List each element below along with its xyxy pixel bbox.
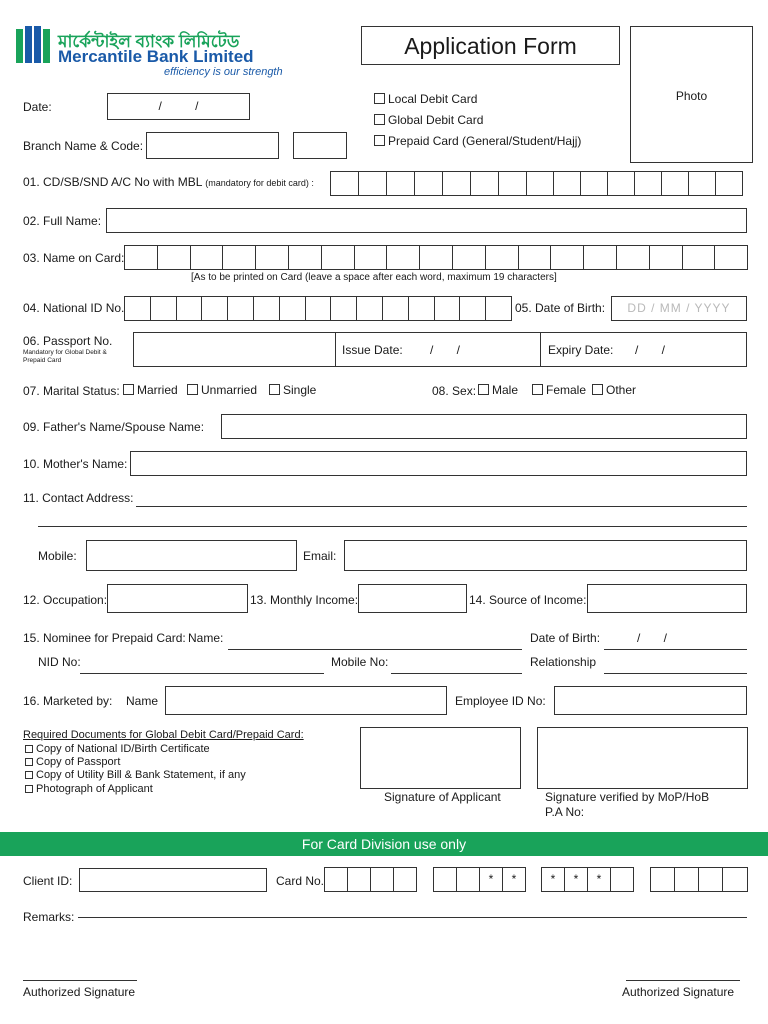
email-field[interactable]: [344, 540, 747, 571]
card-number-label: Card No.: [276, 874, 325, 888]
nid-digit-cell[interactable]: [125, 297, 151, 320]
option-label: Married: [137, 383, 178, 397]
option-label: Male: [492, 383, 519, 397]
card-letter-cell[interactable]: [453, 246, 486, 269]
nominee-mobile-label: Mobile No:: [331, 655, 389, 669]
nid-digit-cell[interactable]: [228, 297, 254, 320]
client-id-label: Client ID:: [23, 874, 73, 888]
document-label: Photograph of Applicant: [36, 783, 153, 795]
checkbox-icon[interactable]: [25, 771, 33, 779]
checkbox-icon[interactable]: [478, 384, 489, 395]
checkbox-icon[interactable]: [25, 785, 33, 793]
mother-name-field[interactable]: [130, 451, 747, 476]
monthly-income-label: 13. Monthly Income:: [250, 593, 359, 607]
documents-heading: Required Documents for Global Debit Card/Prepaid Card:: [23, 729, 304, 741]
verified-signature-label: Signature verified by MoP/HoB: [545, 790, 710, 804]
document-item[interactable]: [25, 768, 246, 782]
card-letter-cell[interactable]: [289, 246, 322, 269]
document-item[interactable]: [25, 742, 210, 756]
passport-note: Mandatory for Global Debit & Prepaid Card: [23, 349, 107, 364]
monthly-income-field[interactable]: [358, 584, 467, 613]
checkbox-icon[interactable]: [123, 384, 134, 395]
nid-digit-cell[interactable]: [331, 297, 357, 320]
photo-box[interactable]: [630, 26, 753, 163]
option-label: Female: [546, 383, 587, 397]
auth-signature-line-right[interactable]: [626, 980, 740, 981]
card-number-group-2[interactable]: [433, 867, 526, 892]
marketed-by-label: 16. Marketed by:: [23, 694, 113, 708]
card-letter-cell[interactable]: [551, 246, 584, 269]
option-label: Other: [606, 383, 637, 397]
nid-cells[interactable]: [124, 296, 512, 321]
checkbox-icon[interactable]: [269, 384, 280, 395]
nominee-name-label: Name:: [188, 631, 224, 645]
nominee-relationship-line[interactable]: [604, 673, 747, 674]
source-income-field[interactable]: [587, 584, 747, 613]
card-digit-cell[interactable]: *: [503, 868, 526, 891]
nid-digit-cell[interactable]: [254, 297, 280, 320]
card-digit-cell[interactable]: *: [480, 868, 503, 891]
card-digit-cell[interactable]: [651, 868, 675, 891]
pa-number-label: P.A No:: [545, 805, 585, 819]
full-name-label: 02. Full Name:: [23, 214, 102, 228]
father-name-label: 09. Father's Name/Spouse Name:: [23, 420, 205, 434]
card-type-global-debit[interactable]: [374, 113, 483, 127]
marital-single[interactable]: [269, 383, 316, 397]
account-label: [23, 175, 314, 190]
checkbox-icon[interactable]: [592, 384, 603, 395]
checkbox-icon[interactable]: [374, 93, 385, 104]
remarks-line[interactable]: [78, 917, 747, 918]
dob-label: 05. Date of Birth:: [515, 301, 606, 315]
occupation-field[interactable]: [107, 584, 248, 613]
sex-other[interactable]: [592, 383, 636, 397]
remarks-label: Remarks:: [23, 910, 75, 924]
marital-unmarried[interactable]: [187, 383, 257, 397]
issue-date-field[interactable]: [336, 333, 541, 366]
address-line-2[interactable]: [38, 526, 747, 527]
nid-digit-cell[interactable]: [202, 297, 228, 320]
marital-married[interactable]: [123, 383, 178, 397]
employee-id-field[interactable]: [554, 686, 747, 715]
digit-cell[interactable]: [387, 172, 415, 195]
auth-signature-left: Authorized Signature: [23, 985, 136, 999]
card-letter-cell[interactable]: [387, 246, 420, 269]
branch-code-field[interactable]: [293, 132, 347, 159]
mobile-field[interactable]: [86, 540, 297, 571]
card-letter-cell[interactable]: [322, 246, 355, 269]
card-digit-cell[interactable]: *: [542, 868, 565, 891]
document-label: Copy of Passport: [36, 756, 121, 768]
marketed-name-label: Name: [126, 694, 159, 708]
client-id-field[interactable]: [79, 868, 267, 892]
account-number-cells[interactable]: [330, 171, 743, 196]
digit-cell[interactable]: [415, 172, 443, 195]
issue-date-separators: / /: [430, 343, 461, 357]
name-on-card-label: 03. Name on Card:: [23, 251, 125, 265]
mother-name-label: 10. Mother's Name:: [23, 457, 128, 471]
nominee-dob-line[interactable]: [604, 649, 747, 650]
nid-digit-cell[interactable]: [280, 297, 306, 320]
sex-female[interactable]: [532, 383, 586, 397]
digit-cell[interactable]: [689, 172, 716, 195]
card-letter-cell[interactable]: [223, 246, 256, 269]
digit-cell[interactable]: [471, 172, 499, 195]
verified-signature-box[interactable]: [537, 727, 748, 789]
digit-cell[interactable]: [635, 172, 662, 195]
marital-status-label: 07. Marital Status:: [23, 384, 120, 398]
passport-number-field[interactable]: [134, 333, 336, 366]
account-note: (mandatory for debit card) :: [205, 178, 314, 188]
source-income-label: 14. Source of Income:: [469, 593, 587, 607]
card-number-group-4[interactable]: [650, 867, 748, 892]
nid-digit-cell[interactable]: [306, 297, 332, 320]
auth-signature-right: Authorized Signature: [622, 985, 735, 999]
form-title: Application Form: [361, 26, 620, 65]
applicant-signature-box[interactable]: [360, 727, 521, 789]
date-field[interactable]: [107, 93, 250, 120]
card-division-banner: [0, 832, 768, 856]
checkbox-icon[interactable]: [374, 135, 385, 146]
date-separators: / /: [158, 99, 199, 113]
nid-digit-cell[interactable]: [409, 297, 435, 320]
nid-label: 04. National ID No.: [23, 301, 125, 315]
card-digit-cell[interactable]: [723, 868, 748, 891]
occupation-label: 12. Occupation:: [23, 593, 108, 607]
checkbox-icon[interactable]: [374, 114, 385, 125]
card-digit-cell[interactable]: [611, 868, 634, 891]
bank-logo: [15, 25, 51, 65]
digit-cell[interactable]: [608, 172, 635, 195]
card-digit-cell[interactable]: [325, 868, 348, 891]
expiry-date-field[interactable]: [541, 333, 746, 366]
expiry-date-separators: / /: [635, 343, 666, 357]
card-letter-cell[interactable]: [715, 246, 748, 269]
expiry-date-label: Expiry Date:: [548, 343, 614, 357]
card-digit-cell[interactable]: [348, 868, 371, 891]
photo-label: Photo: [675, 89, 708, 103]
auth-signature-line-left[interactable]: [23, 980, 137, 981]
nid-digit-cell[interactable]: [460, 297, 486, 320]
nominee-relationship-label: Relationship: [530, 655, 597, 669]
card-letter-cell[interactable]: [125, 246, 158, 269]
card-letter-cell[interactable]: [158, 246, 191, 269]
card-letter-cell[interactable]: [256, 246, 289, 269]
name-on-card-note: [As to be printed on Card (leave a space after each word, maximum 19 characters]: [191, 272, 557, 283]
checkbox-icon[interactable]: [187, 384, 198, 395]
digit-cell[interactable]: [554, 172, 581, 195]
sex-label: 08. Sex:: [432, 384, 477, 398]
digit-cell[interactable]: [662, 172, 689, 195]
nominee-name-line[interactable]: [228, 649, 522, 650]
nid-digit-cell[interactable]: [486, 297, 512, 320]
card-type-prepaid[interactable]: [374, 134, 581, 148]
dob-placeholder: DD / MM / YYYY: [627, 301, 731, 315]
branch-name-field[interactable]: [146, 132, 279, 159]
card-letter-cell[interactable]: [617, 246, 650, 269]
nominee-dob-label: Date of Birth:: [530, 631, 601, 645]
card-type-label: Local Debit Card: [388, 92, 478, 106]
bank-name-bangla: মার্কেন্টাইল ব্যাংক লিমিটেড: [58, 32, 240, 51]
issue-date-label: Issue Date:: [342, 343, 403, 357]
document-item[interactable]: [25, 782, 153, 796]
digit-cell[interactable]: [331, 172, 359, 195]
document-label: Copy of National ID/Birth Certificate: [36, 743, 210, 755]
bank-tagline: efficiency is our strength: [164, 66, 283, 78]
card-number-group-3[interactable]: [541, 867, 634, 892]
card-type-label: Prepaid Card (General/Student/Hajj): [388, 134, 582, 148]
digit-cell[interactable]: [527, 172, 554, 195]
passport-label: 06. Passport No.: [23, 334, 113, 348]
nid-digit-cell[interactable]: [151, 297, 177, 320]
document-item[interactable]: [25, 755, 120, 769]
digit-cell[interactable]: [581, 172, 608, 195]
nominee-dob-separators: / /: [637, 631, 668, 645]
card-digit-cell[interactable]: [457, 868, 480, 891]
bank-name-english: Mercantile Bank Limited: [58, 47, 254, 66]
card-type-local-debit[interactable]: [374, 92, 477, 106]
nid-digit-cell[interactable]: [383, 297, 409, 320]
option-label: Single: [283, 383, 317, 397]
card-digit-cell[interactable]: [434, 868, 457, 891]
card-digit-cell[interactable]: [699, 868, 723, 891]
card-digit-cell[interactable]: *: [565, 868, 588, 891]
digit-cell[interactable]: [443, 172, 471, 195]
card-letter-cell[interactable]: [420, 246, 453, 269]
digit-cell[interactable]: [499, 172, 527, 195]
nominee-label: 15. Nominee for Prepaid Card:: [23, 631, 186, 645]
checkbox-icon[interactable]: [25, 758, 33, 766]
nominee-nid-line[interactable]: [80, 673, 324, 674]
employee-id-label: Employee ID No:: [455, 694, 546, 708]
nominee-mobile-line[interactable]: [391, 673, 522, 674]
nominee-nid-label: NID No:: [38, 655, 81, 669]
name-on-card-cells[interactable]: [124, 245, 748, 270]
account-label-text: 01. CD/SB/SND A/C No with MBL: [23, 175, 202, 189]
card-letter-cell[interactable]: [355, 246, 388, 269]
address-line-1[interactable]: [136, 506, 747, 507]
card-letter-cell[interactable]: [191, 246, 224, 269]
card-letter-cell[interactable]: [486, 246, 519, 269]
card-letter-cell[interactable]: [650, 246, 683, 269]
digit-cell[interactable]: [359, 172, 387, 195]
card-letter-cell[interactable]: [519, 246, 552, 269]
checkbox-icon[interactable]: [532, 384, 543, 395]
nid-digit-cell[interactable]: [177, 297, 203, 320]
option-label: Unmarried: [201, 383, 258, 397]
applicant-signature-label: Signature of Applicant: [384, 790, 501, 804]
marketed-name-field[interactable]: [165, 686, 447, 715]
contact-address-label: 11. Contact Address:: [23, 491, 134, 505]
card-division-banner-text: For Card Division use only: [301, 836, 467, 852]
nid-digit-cell[interactable]: [357, 297, 383, 320]
sex-male[interactable]: [478, 383, 518, 397]
passport-row: [133, 332, 747, 367]
card-letter-cell[interactable]: [584, 246, 617, 269]
card-letter-cell[interactable]: [683, 246, 716, 269]
nid-digit-cell[interactable]: [435, 297, 461, 320]
full-name-field[interactable]: [106, 208, 747, 233]
date-label: Date:: [23, 100, 52, 114]
father-name-field[interactable]: [221, 414, 747, 439]
email-label: Email:: [303, 549, 337, 563]
card-type-label: Global Debit Card: [388, 113, 484, 127]
card-digit-cell[interactable]: [371, 868, 394, 891]
card-digit-cell[interactable]: *: [588, 868, 611, 891]
document-label: Copy of Utility Bill & Bank Statement, if any: [36, 769, 246, 781]
card-digit-cell[interactable]: [394, 868, 417, 891]
checkbox-icon[interactable]: [25, 745, 33, 753]
branch-label: Branch Name & Code:: [23, 139, 144, 153]
card-digit-cell[interactable]: [675, 868, 699, 891]
dob-field[interactable]: [611, 296, 747, 321]
mobile-label: Mobile:: [38, 549, 77, 563]
digit-cell[interactable]: [716, 172, 743, 195]
card-number-group-1[interactable]: [324, 867, 417, 892]
